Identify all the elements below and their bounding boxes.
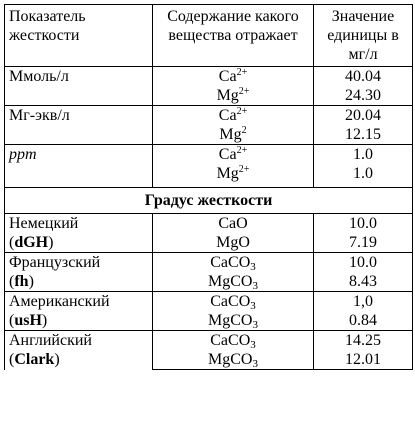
value-cell: 8.43: [314, 272, 413, 292]
unit-name: Мг-экв/л: [5, 106, 153, 145]
degree-name: Французский (fh): [5, 253, 153, 292]
hardness-table: [4, 4, 413, 370]
substance-cell: CaCO$_3$: [153, 292, 314, 312]
table-row: [5, 214, 413, 234]
degree-name: Английский (Clark): [5, 331, 153, 370]
header-indicator: Показатель жесткости: [5, 5, 153, 67]
substance-cell: MgO: [153, 233, 314, 253]
table-row: [5, 106, 413, 126]
substance-cell: $Ca^{2+}$: [153, 106, 314, 126]
value-cell: 20.04: [314, 106, 413, 126]
substance-cell: $Ca^{2+}$: [153, 67, 314, 87]
value-cell: 12.15: [314, 125, 413, 145]
substance-cell: CaCO$_3$: [153, 331, 314, 351]
value-cell: 12.01: [314, 350, 413, 370]
unit-name: Ммоль/л: [5, 67, 153, 106]
section-title: Градус жесткости: [5, 188, 413, 214]
section-title-row: [5, 188, 413, 214]
value-cell: 10.0: [314, 214, 413, 234]
value-cell: 14.25: [314, 331, 413, 351]
table-row: [5, 331, 413, 351]
value-cell: 40.04: [314, 67, 413, 87]
value-cell: 1.0: [314, 145, 413, 165]
value-cell: 0.84: [314, 311, 413, 331]
value-cell: 10.0: [314, 253, 413, 273]
substance-cell: $Mg^{2+}$: [153, 164, 314, 188]
value-cell: 1.0: [314, 164, 413, 188]
unit-name: ppm: [5, 145, 153, 188]
substance-cell: CaCO$_3$: [153, 253, 314, 273]
substance-cell: Mg$^2$: [153, 125, 314, 145]
substance-cell: CaO: [153, 214, 314, 234]
degree-name: Немецкий (dGH): [5, 214, 153, 253]
value-cell: 7.19: [314, 233, 413, 253]
substance-cell: MgCO$_3$: [153, 350, 314, 370]
substance-cell: MgCO$_3$: [153, 272, 314, 292]
substance-cell: MgCO$_3$: [153, 311, 314, 331]
table-header-row: [5, 5, 413, 67]
header-substance: Содержание какого вещества отражает: [153, 5, 314, 67]
table-row: [5, 67, 413, 87]
header-unit-value: Значение единицы в мг/л: [314, 5, 413, 67]
table-row: [5, 253, 413, 273]
value-cell: 1,0: [314, 292, 413, 312]
table-row: [5, 145, 413, 165]
degree-name: Американский (usH): [5, 292, 153, 331]
value-cell: 24.30: [314, 86, 413, 106]
table-row: [5, 292, 413, 312]
substance-cell: $Ca^{2+}$: [153, 145, 314, 165]
substance-cell: $Mg^{2+}$: [153, 86, 314, 106]
